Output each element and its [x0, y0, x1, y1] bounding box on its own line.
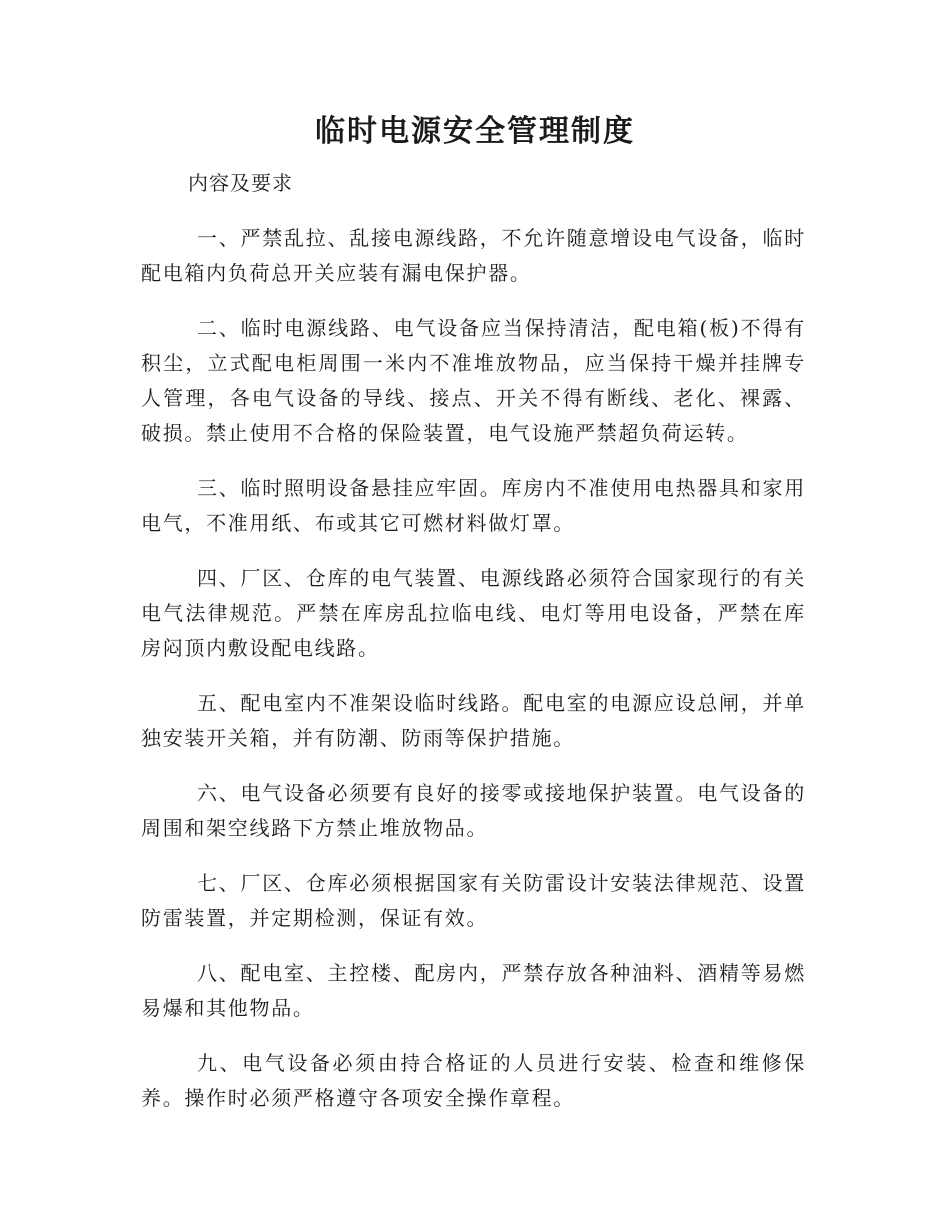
clause-2: 二、临时电源线路、电气设备应当保持清洁，配电箱(板)不得有积尘，立式配电柜周围一米内不准堆放物品，应当保持干燥并挂牌专人管理，各电气设备的导线、接点、开关不得有断线、老化、裸露、破损。禁止使用不合格的保险装置，电气设施严禁超负荷运转。: [141, 316, 806, 445]
document-title: 临时电源安全管理制度: [315, 114, 635, 149]
clause-7: 七、厂区、仓库必须根据国家有关防雷设计安装法律规范、设置防雷装置，并定期检测，保证有效。: [141, 871, 806, 930]
clause-4: 四、厂区、仓库的电气装置、电源线路必须符合国家现行的有关电气法律规范。严禁在库房乱拉临电线、电灯等用电设备，严禁在库房闷顶内敷设配电线路。: [141, 566, 806, 660]
section-heading: 内容及要求: [188, 171, 293, 195]
clause-1: 一、严禁乱拉、乱接电源线路，不允许随意增设电气设备，临时配电箱内负荷总开关应装有漏电保护器。: [141, 226, 806, 285]
clause-8: 八、配电室、主控楼、配房内，严禁存放各种油料、酒精等易燃易爆和其他物品。: [141, 961, 806, 1020]
clause-3: 三、临时照明设备悬挂应牢固。库房内不准使用电热器具和家用电气，不准用纸、布或其它可燃材料做灯罩。: [141, 476, 806, 535]
clause-list: [141, 221, 806, 1136]
clause-5: 五、配电室内不准架设临时线路。配电室的电源应设总闸，并单独安装开关箱，并有防潮、防雨等保护措施。: [141, 691, 806, 750]
clause-6: 六、电气设备必须要有良好的接零或接地保护装置。电气设备的周围和架空线路下方禁止堆放物品。: [141, 781, 806, 840]
clause-9: 九、电气设备必须由持合格证的人员进行安装、检查和维修保养。操作时必须严格遵守各项安全操作章程。: [141, 1051, 806, 1110]
